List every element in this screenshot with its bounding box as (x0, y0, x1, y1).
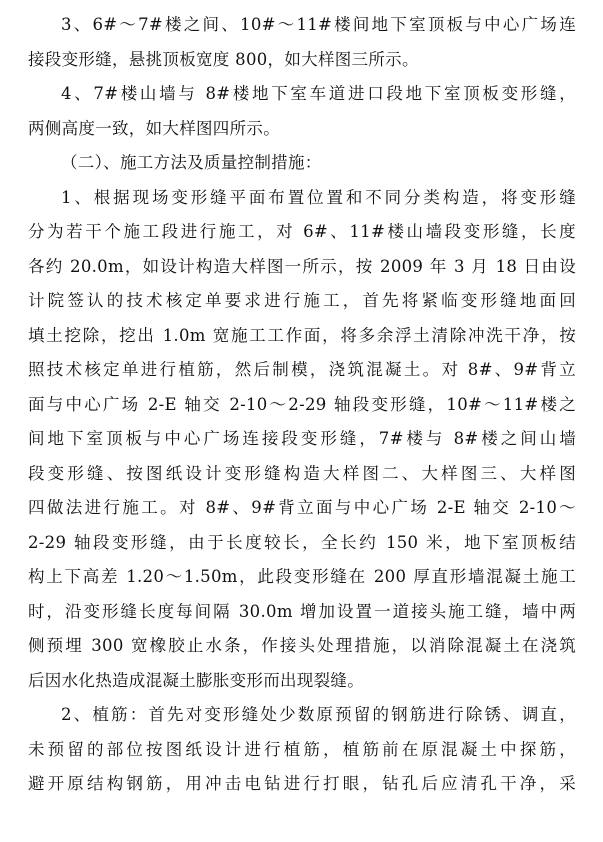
text-line: 四做法进行施工。对 8#、9#背立面与中心广场 2-E 轴交 2-10～ (28, 498, 576, 517)
text-line: 侧预埋 300 宽橡胶止水条，作接头处理措施，以消除混凝土在浇筑 (28, 636, 576, 655)
text-line: 接段变形缝，悬挑顶板宽度 800，如大样图三所示。 (28, 49, 419, 69)
text-line: 各约 20.0m，如设计构造大样图一所示，按 2009 年 3 月 18 日由设 (28, 256, 576, 276)
text-line: 时，沿变形缝长度每间隔 30.0m 增加设置一道接头施工缝，墙中两 (28, 601, 576, 621)
text-line: 分为若干个施工段进行施工，对 6#、11#楼山墙段变形缝，长度 (28, 222, 576, 241)
section-heading: （二）、施工方法及质量控制措施： (61, 153, 322, 172)
document-page (28, 8, 576, 802)
text-line: 未预留的部位按图纸设计进行植筋，植筋前在原混凝土中探筋， (28, 739, 576, 759)
text-line: 填土挖除，挖出 1.0m 宽施工工作面，将多余浮土清除冲洗干净，按 (28, 325, 576, 345)
text-line: 3、6#～7#楼之间、10#～11#楼间地下室顶板与中心广场连 (61, 15, 576, 34)
text-line: 计院签认的技术核定单要求进行施工，首先将紧临变形缝地面回 (28, 291, 576, 310)
text-line: 后因水化热造成混凝土膨胀变形而出现裂缝。 (28, 670, 364, 690)
text-line: 避开原结构钢筋，用冲击电钻进行打眼，钻孔后应清孔干净，采 (28, 774, 576, 793)
text-line: 两侧高度一致，如大样图四所示。 (28, 118, 280, 138)
text-line: 1、根据现场变形缝平面布置位置和不同分类构造，将变形缝 (61, 187, 576, 207)
text-line: 2、植筋：首先对变形缝处少数原预留的钢筋进行除锈、调直， (61, 705, 576, 724)
text-line: 面与中心广场 2-E 轴交 2-10～2-29 轴段变形缝，10#～11#楼之 (28, 394, 576, 414)
text-line: 4、7#楼山墙与 8#楼地下室车道进口段地下室顶板变形缝， (61, 84, 576, 103)
text-line: 照技术核定单进行植筋，然后制模，浇筑混凝土。对 8#、9#背立 (28, 360, 576, 379)
text-line: 构上下高差 1.20～1.50m，此段变形缝在 200 厚直形墙混凝土施工 (28, 567, 576, 586)
text-line: 间地下室顶板与中心广场连接段变形缝，7#楼与 8#楼之间山墙 (28, 429, 576, 448)
text-line: 2-29 轴段变形缝，由于长度较长，全长约 150 米，地下室顶板结 (28, 532, 576, 552)
text-line: 段变形缝、按图纸设计变形缝构造大样图二、大样图三、大样图 (28, 463, 576, 483)
